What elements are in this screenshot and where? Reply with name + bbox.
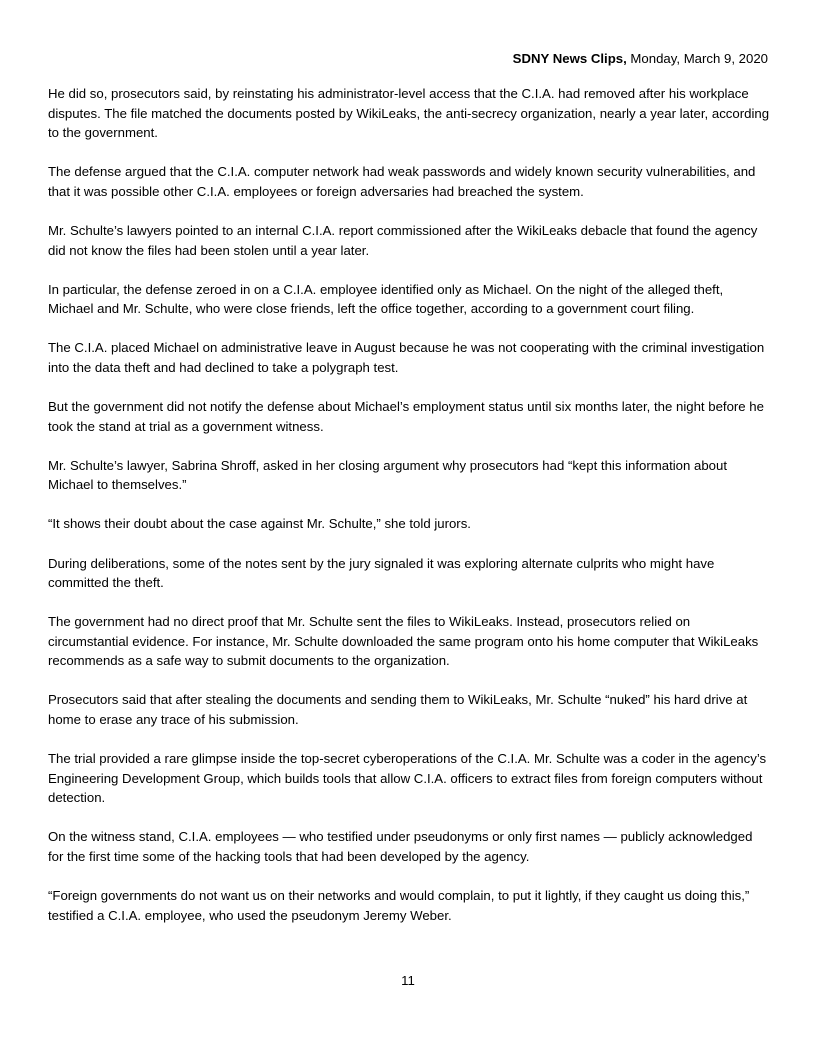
paragraph: During deliberations, some of the notes sent by the jury signaled it was exploring alternate culprits who might have committed the theft. bbox=[48, 555, 715, 591]
paragraph: “It shows their doubt about the case against Mr. Schulte,” she told jurors. bbox=[48, 516, 471, 532]
paragraph: Prosecutors said that after stealing the documents and sending them to WikiLeaks, Mr. Schulte “nuked” his hard drive at home to erase any trace of his submission. bbox=[48, 692, 748, 728]
paragraph: The defense argued that the C.I.A. computer network had weak passwords and widely known security vulnerabilities, and that it was possible other C.I.A. employees or foreign adversaries had breached the system. bbox=[48, 164, 756, 199]
paragraph: The trial provided a rare glimpse inside the top-secret cyberoperations of the C.I.A. Mr. Schulte was a coder in the agency’s Engineering Development Group, which builds tools that allow C.I.A. officers to extract files from foreign computers without detection. bbox=[48, 751, 767, 806]
paragraph: The C.I.A. placed Michael on administrative leave in August because he was not cooperating with the criminal investigation into the data theft and had declined to take a polygraph test. bbox=[48, 340, 765, 375]
paragraph: Mr. Schulte’s lawyer, Sabrina Shroff, asked in her closing argument why prosecutors had “kept this information about Michael to themselves.” bbox=[48, 457, 728, 493]
page-number: 11 bbox=[401, 973, 415, 988]
paragraph: Mr. Schulte’s lawyers pointed to an internal C.I.A. report commissioned after the WikiLeaks debacle that found the agency did not know the files had been stolen until a year later. bbox=[48, 222, 758, 258]
paragraph: He did so, prosecutors said, by reinstating his administrator-level access that the C.I.A. had removed after his workplace disputes. The file matched the documents posted by WikiLeaks, the anti-secrecy organization, nearly a year later, according to the government. bbox=[48, 86, 770, 141]
publication-date: Monday, March 9, 2020 bbox=[626, 51, 768, 66]
paragraph: But the government did not notify the defense about Michael’s employment status until six months later, the night before he took the stand at trial as a government witness. bbox=[48, 399, 764, 434]
page-header bbox=[513, 50, 768, 68]
article-body bbox=[48, 84, 770, 945]
paragraph: In particular, the defense zeroed in on a C.I.A. employee identified only as Michael. On the night of the alleged theft, Michael and Mr. Schulte, who were close friends, left the office together, according to a government court filing. bbox=[48, 281, 724, 317]
publication-name: SDNY News Clips, bbox=[512, 51, 627, 66]
paragraph: On the witness stand, C.I.A. employees — who testified under pseudonyms or only first names — publicly acknowledged for the first time some of the hacking tools that had been developed by the agency. bbox=[48, 829, 753, 865]
paragraph: “Foreign governments do not want us on their networks and would complain, to put it lightly, if they caught us doing this,” testified a C.I.A. employee, who used the pseudonym Jeremy Weber. bbox=[48, 888, 750, 923]
paragraph: The government had no direct proof that Mr. Schulte sent the files to WikiLeaks. Instead, prosecutors relied on circumstantial evidence. For instance, Mr. Schulte downloaded the same program onto his home computer that WikiLeaks recommends as a safe way to submit documents to the organization. bbox=[48, 614, 759, 669]
